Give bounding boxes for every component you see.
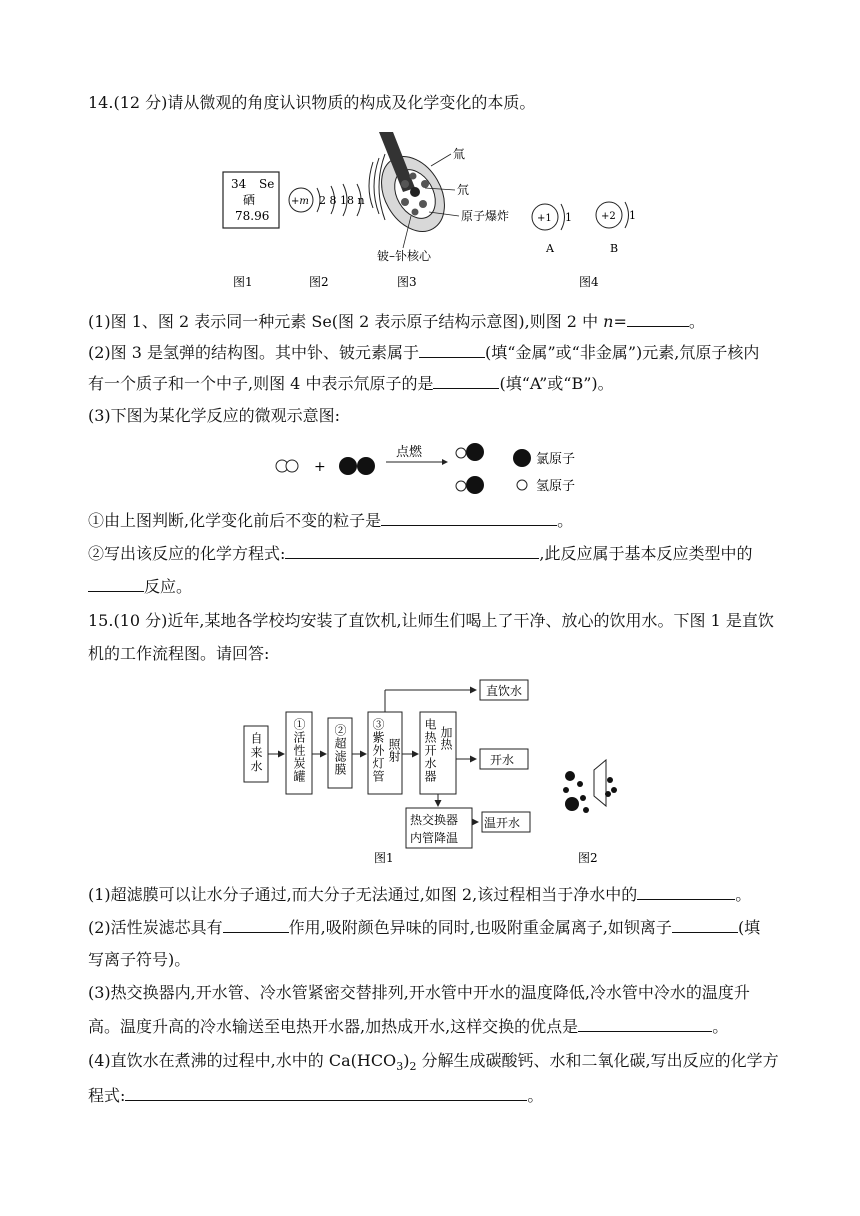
q14-part1: (1)图 1、图 2 表示同一种元素 Se(图 2 表示原子结构示意图),则图 2 中 n= 。 [88,312,705,331]
flow-exchanger-2: 内管降温 [410,831,459,845]
caption-fig1: 图1 [233,275,253,289]
svg-text:B: B [610,242,619,255]
flow-uv: ③紫外灯管 [371,718,385,783]
fig2-membrane [563,760,617,813]
svg-text:+1: +1 [537,213,552,224]
svg-text:氚: 氚 [453,147,466,161]
answer-blank[interactable] [88,575,144,592]
q14-part3-2: ②写出该反应的化学方程式: ,此反应属于基本反应类型中的 [88,544,753,563]
flow-boiling: 开水 [490,753,515,767]
q15-part2-line1: (2)活性炭滤芯具有 作用,吸附颜色异味的同时,也吸附重金属离子,如钡离子 (填 [88,918,761,937]
answer-blank[interactable] [285,542,539,559]
svg-text:1: 1 [565,211,572,224]
caption-fig2: 图2 [309,275,329,289]
q15-title-line2: 机的工作流程图。请回答: [88,644,270,663]
svg-text:34: 34 [231,177,247,191]
flow-direct: 直饮水 [486,684,523,698]
q14-part3: (3)下图为某化学反应的微观示意图: [88,406,341,425]
q15-title-line1: 15.(10 分)近年,某地各学校均安装了直饮机,让师生们喝上了干净、放心的饮用水。下图 1 是直饮 [88,611,774,630]
caption-q15-fig1: 图1 [374,851,394,865]
q15-part4-line2: 程式: 。 [88,1086,544,1105]
answer-blank[interactable] [627,310,689,327]
svg-text:硒: 硒 [243,193,256,207]
q15-part3-line2: 高。温度升高的冷水输送至电热开水器,加热成开水,这样交换的优点是 。 [88,1017,729,1036]
caption-fig3: 图3 [397,275,417,289]
svg-text:78.96: 78.96 [235,209,270,223]
flow-heater-side: 加热 [439,726,453,750]
flow-membrane: ②超滤膜 [333,724,347,776]
q15-flowchart [238,678,638,870]
caption-q15-fig2: 图2 [578,851,598,865]
flow-carbon: ①活性炭罐 [292,718,306,783]
svg-text:2 8 18 n: 2 8 18 n [319,194,365,207]
flow-uv-side: 照射 [387,738,401,762]
fig1-element-card [223,172,279,228]
flow-warm: 温开水 [484,816,521,830]
svg-text:A: A [546,242,554,255]
fig3-hbomb [369,132,509,263]
q14-part3-1: ①由上图判断,化学变化前后不变的粒子是 。 [88,511,574,530]
flow-tap: 自来水 [249,732,263,774]
answer-blank[interactable] [637,883,735,900]
q15-part2-line2: 写离子符号)。 [88,950,191,969]
fig4-atoms [532,202,636,255]
svg-text:氯原子: 氯原子 [536,452,576,467]
q15-part1: (1)超滤膜可以让水分子通过,而大分子无法通过,如图 2,该过程相当于净水中的 。 [88,885,752,904]
svg-text:+m: +m [291,196,309,207]
q14-part2-line2: 有一个质子和一个中子,则图 4 中表示氘原子的是 (填“A”或“B”)。 [88,374,614,393]
svg-text:+: + [314,459,326,475]
flow-heater: 电热开水器 [423,718,437,783]
q14-figures [215,132,645,292]
caption-fig4: 图4 [579,275,599,289]
svg-text:铍–钋核心: 铍–钋核心 [377,249,432,263]
svg-text:点燃: 点燃 [396,445,423,460]
answer-blank[interactable] [223,916,289,933]
answer-blank[interactable] [381,509,557,526]
q15-part4-line1: (4)直饮水在煮沸的过程中,水中的 $Ca(HCO_3)_2$ 分解生成碳酸钙、水和二氧化碳,写出反应的化学方 [88,1051,779,1074]
q14-part3-3: 反应。 [88,575,192,598]
svg-text:1: 1 [629,209,636,222]
q14-part2-line1: (2)图 3 是氢弹的结构图。其中钋、铍元素属于 (填“金属”或“非金属”)元素,氘原子核内 [88,343,760,362]
answer-blank[interactable] [125,1084,527,1101]
answer-blank[interactable] [433,372,499,389]
fig2-atom-structure [289,184,365,216]
reaction-diagram [270,440,600,500]
q14-title: 14.(12 分)请从微观的角度认识物质的构成及化学变化的本质。 [88,93,536,112]
svg-text:氢原子: 氢原子 [536,479,576,494]
answer-blank[interactable] [419,341,485,358]
flow-exchanger-1: 热交换器 [410,813,459,827]
svg-text:原子爆炸: 原子爆炸 [461,209,510,223]
svg-text:氘: 氘 [457,183,470,197]
answer-blank[interactable] [578,1015,712,1032]
answer-blank[interactable] [672,916,738,933]
svg-text:Se: Se [259,177,275,191]
svg-text:+2: +2 [601,211,616,222]
q15-part3-line1: (3)热交换器内,开水管、冷水管紧密交替排列,开水管中开水的温度降低,冷水管中冷水的温度升 [88,983,750,1002]
